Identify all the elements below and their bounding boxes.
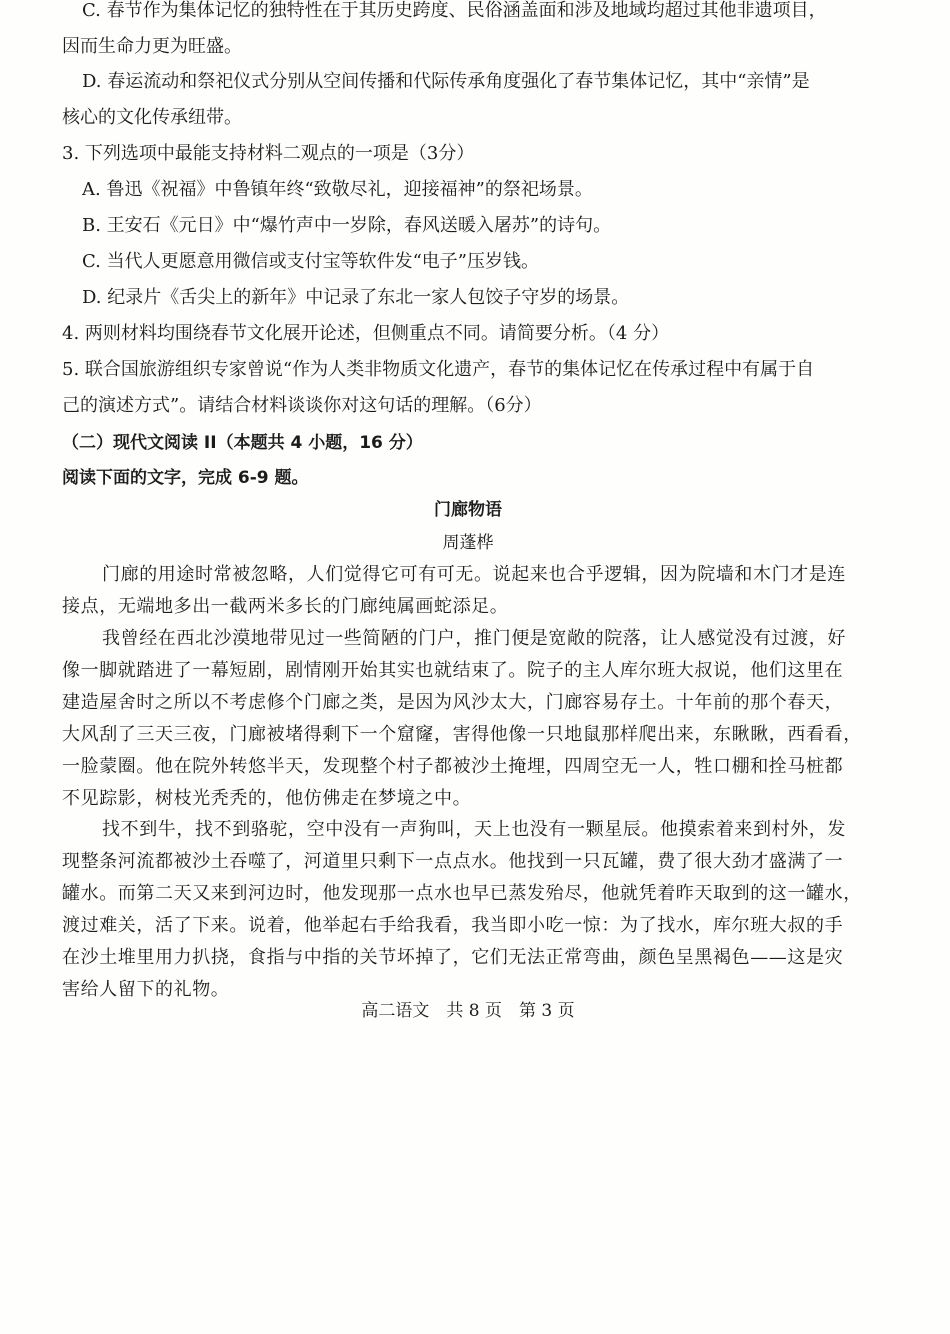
paragraph-3-line6: 害给人留下的礼物。 bbox=[62, 979, 230, 1000]
reading-instruction: 阅读下面的文字，完成 6-9 题。 bbox=[62, 468, 309, 488]
prev-option-c-line2: 因而生命力更为旺盛。 bbox=[62, 36, 242, 57]
prev-option-d-line1: D. 春运流动和祭祀仪式分别从空间传播和代际传承角度强化了春节集体记忆，其中“亲情”是 bbox=[82, 71, 810, 92]
question-5-line1: 5. 联合国旅游组织专家曾说“作为人类非物质文化遗产，春节的集体记忆在传承过程中有属于自 bbox=[62, 359, 815, 380]
paragraph-3-line2: 现整条河流都被沙土吞噬了，河道里只剩下一点点水。他找到一只瓦罐，费了很大劲才盛满了一 bbox=[62, 851, 844, 872]
question-3-option-c: C. 当代人更愿意用微信或支付宝等软件发“电子”压岁钱。 bbox=[82, 251, 539, 272]
question-4-stem: 4. 两则材料均围绕春节文化展开论述，但侧重点不同。请简要分析。（4 分） bbox=[62, 323, 670, 344]
paragraph-3-line1: 找不到牛，找不到骆驼，空中没有一声狗叫，天上也没有一颗星辰。他摸索着来到村外，发 bbox=[102, 819, 846, 840]
prev-option-d-line2: 核心的文化传承纽带。 bbox=[62, 107, 242, 128]
paragraph-2-line6: 不见踪影，树枝光秃秃的，他仿佛走在梦境之中。 bbox=[62, 788, 472, 809]
paragraph-3-line5: 在沙土堆里用力扒挠，食指与中指的关节坏掉了，它们无法正常弯曲，颜色呈黑褐色——这是灾 bbox=[62, 947, 844, 968]
paragraph-2-line2: 像一脚就踏进了一幕短剧，剧情刚开始其实也就结束了。院子的主人库尔班大叔说，他们这里在 bbox=[62, 660, 844, 681]
paragraph-3-line3: 罐水。而第二天又来到河边时，他发现那一点水也早已蒸发殆尽，他就凭着昨天取到的这一罐水， bbox=[62, 883, 862, 904]
question-3-option-d: D. 纪录片《舌尖上的新年》中记录了东北一家人包饺子守岁的场景。 bbox=[82, 287, 630, 308]
article-author: 周蓬桦 bbox=[442, 533, 494, 553]
paragraph-2-line3: 建造屋舍时之所以不考虑修个门廊之类，是因为风沙太大，门廊容易存土。十年前的那个春天， bbox=[62, 692, 844, 713]
paragraph-1-line1: 门廊的用途时常被忽略，人们觉得它可有可无。说起来也合乎逻辑，因为院墙和木门才是连 bbox=[102, 564, 846, 585]
question-3-option-a: A. 鲁迅《祝福》中鲁镇年终“致敬尽礼，迎接福神”的祭祀场景。 bbox=[82, 179, 593, 200]
paragraph-3-line4: 渡过难关，活了下来。说着，他举起右手给我看，我当即小吃一惊：为了找水，库尔班大叔的手 bbox=[62, 915, 844, 936]
paragraph-2-line4: 大风刮了三天三夜，门廊被堵得剩下一个窟窿，害得他像一只地鼠那样爬出来，东瞅瞅，西看看， bbox=[62, 724, 862, 745]
page-footer: 高二语文 共 8 页 第 3 页 bbox=[361, 1001, 575, 1021]
question-3-option-b: B. 王安石《元日》中“爆竹声中一岁除，春风送暖入屠苏”的诗句。 bbox=[82, 215, 612, 236]
paragraph-1-line2: 接点，无端地多出一截两米多长的门廊纯属画蛇添足。 bbox=[62, 596, 509, 617]
article-title: 门廊物语 bbox=[434, 500, 502, 520]
paragraph-2-line5: 一脸蒙圈。他在院外转悠半天，发现整个村子都被沙土掩埋，四周空无一人，牲口棚和拴马桩都 bbox=[62, 756, 844, 777]
question-5-line2: 己的演述方式”。请结合材料谈谈你对这句话的理解。（6分） bbox=[62, 395, 542, 416]
question-3-stem: 3. 下列选项中最能支持材料二观点的一项是（3分） bbox=[62, 143, 475, 164]
prev-option-c-line1: C. 春节作为集体记忆的独特性在于其历史跨度、民俗涵盖面和涉及地域均超过其他非遗项目， bbox=[82, 0, 827, 21]
paragraph-2-line1: 我曾经在西北沙漠地带见过一些简陋的门户，推门便是宽敞的院落，让人感觉没有过渡，好 bbox=[102, 628, 846, 649]
section-heading: （二）现代文阅读 II（本题共 4 小题，16 分） bbox=[62, 433, 423, 453]
